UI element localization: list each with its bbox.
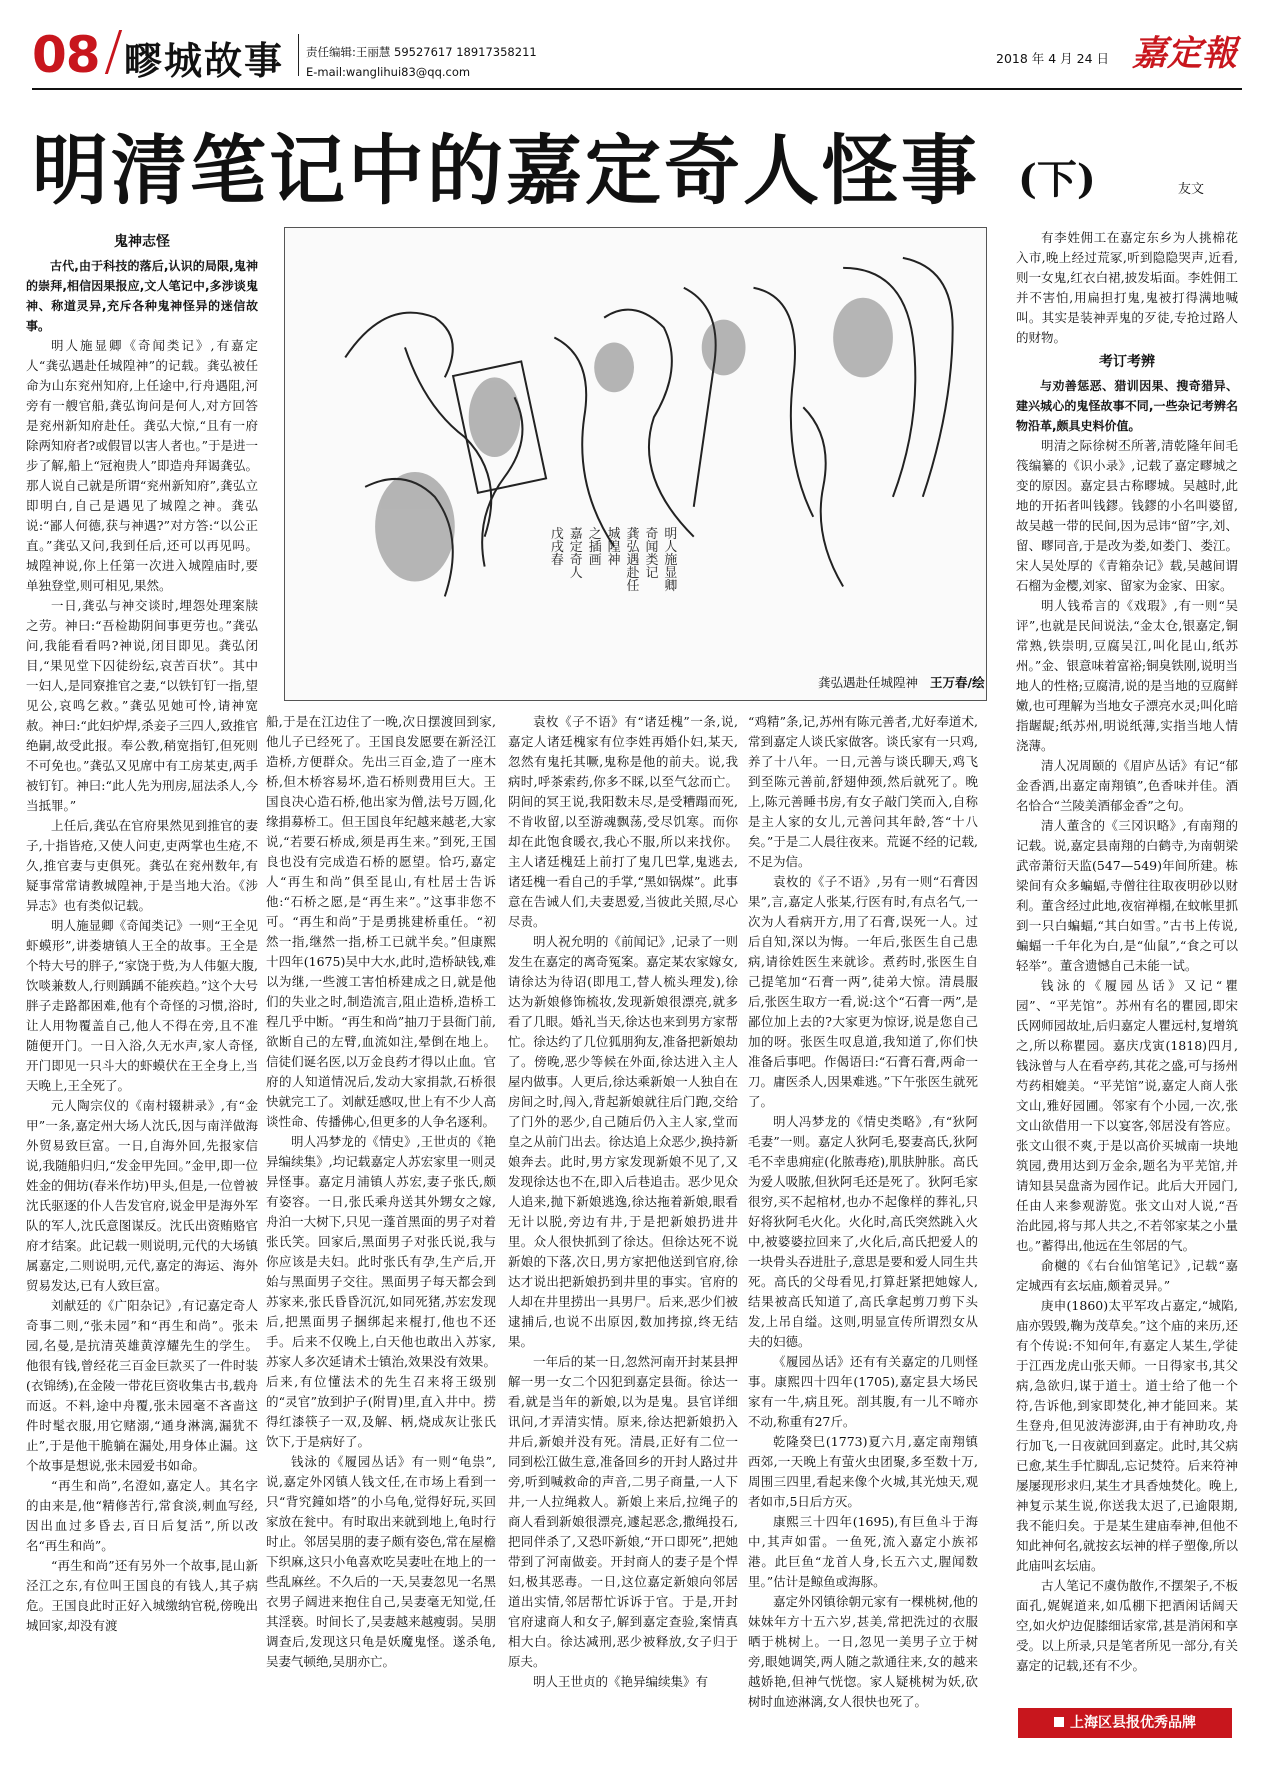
paragraph: 康熙三十四年(1695),有巨鱼斗于海中,其声如雷。一鱼死,流入嘉定小族祁港。此巨鱼“龙首人身,长五六丈,腥闻数里。”估计是鲸鱼或海豚。 — [748, 1514, 978, 1589]
paragraph: 钱泳的《履园丛话》又记“瞿园”、“平芜馆”。苏州有名的瞿园,即宋氏网师园故址,后归嘉定人瞿远村,复增筑之,所以称瞿园。嘉庆戊寅(1818)四月,钱泳曾与人在看亭药,其花之盛,可与扬州芍药相媲美。“平芜馆”说,嘉定人商人张文山,雅好园圃。邻家有个小园,一次,张文山欲借用一下以宴客,邻居没有答应。张文山很不爽,于是以高价买城南一块地筑园,费用达到万金余,题名为平芜馆,并请知县吴盘斋为园作记。此后大开园门,任由人来参观游览。张文山对人说,“吾治此园,将与邦人共之,不若邻家某之小量也。”蓄得出,他远在生邻居的气。 — [1016, 978, 1238, 1253]
paragraph: 船,于是在江边住了一晚,次日摆渡回到家,他儿子已经死了。王国良发愿要在新泾江造桥,方便群众。先出三百金,造了一座木桥,但木桥容易坏,造石桥则费用巨大。王国良决心造石桥,他出家为僧,法号万圆,化缘捐募桥工。但王国良年纪越来越老,大家说,“若要石桥成,须是再生来。”到死,王国良也没有完成造石桥的愿望。恰巧,嘉定人“再生和尚”俱至昆山,有杜居士告诉他:“石桥之愿,是“再生来”。”这事非您不可。“再生和尚”于是勇挑建桥重任。“初然一指,继然一指,桥工已就半矣。”但康熙十四年(1675)吴中大水,此时,造桥缺钱,难以为继,一些渡工害怕桥建成之日,就是他们的失业之时,制造流言,阻止造桥,造桥工程几乎中断。“再生和尚”抽刀于县衙门前,欲断自己的左臂,血流如注,晕倒在地上。信徒们诞名医,以万金良药才得以止血。官府的人知道情况后,发动大家捐款,石桥很快就完工了。刘献廷感叹,世上有不少人高谈性命、传播佛心,但更多的人争名逐利。 — [266, 714, 496, 1129]
paragraph: 庚申(1860)太平军攻占嘉定,“城陷,庙亦毁毁,鞠为茂草矣。”这个庙的来历,还有个传说:不知何年,有嘉定人某生,学徒于江西龙虎山张天师。一日得家书,其父病,急欲归,谋于道士。道士给了他一个符,告诉他,到家即焚化,神才能回来。某生登舟,但见波涛澎湃,由于有神助攻,舟行加飞,一日夜就回到嘉定。此时,其父病已愈,某生手忙脚乱,忘记焚符。后来符神屡屡现形求归,某生才具香烛焚化。晚上,神复示某生说,你送我太迟了,已逾限期,我不能归矣。于是某生建庙奉神,但他不知此神何名,就按玄坛神的样子塑像,所以此庙叫玄坛庙。 — [1016, 1298, 1238, 1573]
paragraph: “再生和尚”,名澄如,嘉定人。其名字的由来是,他“精修苦行,常食淡,刺血写经,因出血过多昏去,百日后复活”,所以改名“再生和尚”。 — [26, 1478, 258, 1553]
section-lead-ghosts: 古代,由于科技的落后,认识的局限,鬼神的崇拜,相信因果报应,文人笔记中,多涉谈鬼神、称道灵异,充斥各种鬼神怪异的迷信故事。 — [26, 259, 258, 333]
paragraph: 明人冯梦龙的《情史》,王世贞的《艳异编续集》,均记载嘉定人苏宏家里一则灵异怪事。嘉定月浦镇人苏宏,妻子张氏,颇有姿容。一日,张氏乘舟送其外甥女之嫁,舟泊一大树下,只见一蓬首黑面的男子对着张氏笑。回家后,黑面男子对张氏说,我与你应该是夫妇。此时张氏有孕,生产后,开始与黑面男子交往。黑面男子每天都会到苏家来,张氏昏昏沉沉,如同死猪,苏宏发现后,把黑面男子捆绑起来棍打,他也不还手。后来不仅晚上,白天他也敢出入苏家,苏家人多次延请术士镇治,效果没有效果。后来,有位懂法术的先生召来将王级别的“灵官”放到护子(附胃)里,直入井中。捞得红漆筷子一双,及解、柄,烧成灰让张氏饮下,于是病好了。 — [266, 1134, 496, 1449]
ink-illustration — [284, 227, 987, 701]
svg-text:嘉定奇人: 嘉定奇人 — [566, 526, 582, 579]
column-5 — [1016, 228, 1238, 1676]
paragraph: 袁枚《子不语》有“诸廷槐”一条,说,嘉定人诸廷槐家有位李姓再婚仆妇,某天,忽然有鬼托其噘,鬼称是他的前夫。说,我病时,呼茶索药,你多不睬,以至气忿而亡。阴间的冥王说,我阳数未尽,是受糟蹋而死,不肯收留,以至游魂飘荡,受尽饥寒。而你却在此饱食暖衣,我心不服,所以来找你。主人诸廷槐廷上前打了鬼几巴掌,鬼逃去,诸廷槐一看自己的手掌,“黑如锅煤”。此事意在告诫人们,夫妻恩爱,当彼此关照,尽心尽责。 — [508, 714, 738, 929]
illustration-caption: 龚弘遇赴任城隍神 — [818, 675, 919, 690]
header-vertical-rule — [298, 34, 299, 76]
svg-text:戊戌春: 戊戌春 — [547, 526, 563, 566]
paragraph: 袁枚的《子不语》,另有一则“石膏因果”,言,嘉定人张某,行医有时,有点名气,一次为人看病开方,用了石膏,误死一人。过后自知,深以为悔。一年后,张医生自己患病,请徐姓医生来就诊。煮药时,张医生自己提笔加“石膏一两”,徒弟大惊。清晨服后,张医生取方一看,说:这个“石膏一两”,是鄙位加上去的?大家更为惊讶,说是您自己加的呀。张医生叹息道,我知道了,你们快准备后事吧。作偈语曰:“石膏石膏,两命一刀。庸医杀人,因果难逃。”下午张医生就死了。 — [748, 874, 978, 1109]
issue-date: 2018 年 4 月 24 日 — [996, 51, 1110, 66]
paragraph: 刘献廷的《广阳杂记》,有记嘉定奇人奇事二则,“张未园”和“再生和尚”。张未园,名曼,是抗清英雄黄淳耀先生的学生。他很有钱,曾经花三百金巨款买了一件时装(衣锦绣),在金陵一带花巨资收集古书,载舟而返。不料,途中舟覆,张未园毫不吝啬这件时髦衣服,用它赌溺,“通身淋漓,漏犹不止”,于是他干脆躺在漏处,用身体止漏。这个故事是想说,张未园爱书如命。 — [26, 1298, 258, 1473]
paragraph: 一日,龚弘与神交谈时,埋怨处理案牍之劳。神曰:“吾检勘阴间事更劳也。”龚弘问,我能看看吗?神说,闭目即见。龚弘闭目,“果见堂下囚徒纷纭,哀苦百状”。其中一妇人,是同寮推官之妻,“以铁钉钉一指,望见公,哀鸣乞救。”龚弘见她可怜,请神宽赦。神曰:“此妇炉焊,杀妾子三四人,致推官绝嗣,故受此报。奉公教,稍宽指钉,但死则不可免也。”龚弘又见席中有工房某吏,两手被钉钉。神曰:“此人先为刑房,屈法杀人,今当抵罪。” — [26, 598, 258, 813]
paragraph: 清人董含的《三冈识略》,有南翔的记载。说,嘉定县南翔的白鹤寺,为南朝梁武帝萧衍天监(547—549)年间所建。栋梁间有众多蝙蝠,寺僧往往取夜明砂以财利。董含经过此地,夜宿禅榻,在蚊帐里抓到一只白蝙蝠,“其白如雪。”古书上传说,蝙蝠一千年化为白,是“仙鼠”,“食之可以轻举”。董含遗憾自己未能一试。 — [1016, 818, 1238, 973]
column-1 — [26, 228, 258, 1636]
header-rule — [32, 88, 1242, 90]
illustration-artist: 王万春/绘 — [930, 675, 985, 690]
award-text: 上海区县报优秀品牌 — [1070, 1715, 1196, 1731]
paragraph: 清人况周颐的《眉庐丛话》有记“郁金香酒,出嘉定南翔镇”,色香味并佳。酒名恰合“兰陵美酒郁金香”之句。 — [1016, 758, 1238, 813]
paragraph: 明人钱希言的《戏瑕》,有一则“吴评”,也就是民间说法,“金太仓,银嘉定,铜常熟,铁崇明,豆腐吴江,叫化昆山,纸苏州。”金、银意味着富裕;铜臭铁刚,说明当地人的性格;豆腐清,说的是当地的豆腐鲜嫩,也可理解为当地女子漂亮水灵;叫化暗指龌龊;纸苏州,明说纸薄,实指当地人情浇薄。 — [1016, 598, 1238, 753]
editor-info — [306, 42, 537, 82]
page-number: 08 — [32, 26, 100, 84]
paragraph: 元人陶宗仪的《南村辍耕录》,有“金甲”一条,嘉定州大场人沈氏,因与南洋做海外贸易致巨富。一日,自海外回,先报家信说,我随船归归,“发金甲先回。”金甲,即一位姓金的佣坊(春米作坊)甲头,但是,一位曾被沈氏驱逐的仆人告发官府,说金甲是海外军队的军人,沈氏意图谋反。沈氏出资贿赂官府才结案。此记载一则说明,元代的大场镇属嘉定,二则说明,元代,嘉定的海运、海外贸易发达,已有人致巨富。 — [26, 1098, 258, 1293]
column-3 — [508, 712, 738, 1692]
section-heading-research: 考订考辨 — [1099, 354, 1155, 370]
illustration-drawing — [285, 228, 986, 700]
svg-text:明人施显卿: 明人施显卿 — [661, 526, 677, 592]
article-title: 明清笔记中的嘉定奇人怪事 — [32, 126, 980, 215]
paragraph: 明人施显卿《奇闻类记》一则“王全见虾蟆形”,讲娄塘镇人王全的故事。王全是个特大号的胖子,“家饶于赀,为人伟躯大腹,饮啖兼数人,行则踽踽不能疾趋。”这个大号胖子走路都困难,他有个奇怪的习惯,浴时,让人用物覆盖自己,他人不得在旁,且不准随便开门。一日入浴,久无水声,家人奇怪,开门即见一只斗大的虾蟆伏在王全身上,当天晚上,王全死了。 — [26, 918, 258, 1093]
svg-text:龚弘遇赴任: 龚弘遇赴任 — [623, 526, 639, 592]
paragraph: 明人施显卿《奇闻类记》,有嘉定人“龚弘遇赴任城隍神”的记载。龚弘被任命为山东兖州知府,上任途中,行舟遇阻,河旁有一艘官船,龚弘询问是何人,对方回答是兖州新知府赴任。龚弘大惊,“且有一府除两知府者?或假冒以害人者也。”于是进一步了解,船上“冠袍贵人”即造舟拜谒龚弘。那人说自己就是所谓“兖州新知府”,龚弘立即明白,自己是遇见了城隍之神。龚弘说:“鄙人何德,获与神遇?”对方答:“以公正直。”龚弘又问,我到任后,还可以再见吗。城隍神说,你上任第一次进入城隍庙时,要单独登堂,则可相见,果然。 — [26, 338, 258, 593]
newspaper-logo: 嘉定報 — [1132, 33, 1238, 74]
square-icon — [1054, 1717, 1064, 1727]
header-divider — [105, 30, 122, 74]
article-author: 友文 — [1178, 182, 1205, 197]
section-lead-research: 与劝善惩恶、猎训因果、搜奇猎异、建兴城心的鬼怪故事不同,一些杂记考辨名物沿革,颇具史料价值。 — [1016, 379, 1238, 433]
paragraph: 嘉定外冈镇徐朝元家有一棵桃树,他的妹妹年方十五六岁,甚美,常把洗过的衣服晒于桃树上。一日,忽见一美男子立于树旁,眼她调笑,两人随之款通往来,女的越来越娇艳,但神气恍惚。家人疑桃树为妖,砍树时血迹淋漓,女人很快也死了。 — [748, 1594, 978, 1709]
paragraph: 明人冯梦龙的《情史类略》,有“狄阿毛妻”一则。嘉定人狄阿毛,娶妻高氏,狄阿毛不幸患痈症(化脓毒疮),肌肤肿胀。高氏为爱人吸脓,但狄阿毛还是死了。狄阿毛家很穷,买不起棺材,也办不起像样的葬礼,只好将狄阿毛火化。火化时,高氏突然跳入火中,被婆婆拉回来了,火化后,高氏把爱人的一块骨头吞进肚子,意思是要和爱人同生共死。高氏的父母看见,打算赶紧把她嫁人,结果被高氏知道了,高氏拿起剪刀剪下头发,上吊自缢。这则,明显宣传所谓烈女从夫的妇德。 — [748, 1114, 978, 1349]
svg-text:奇闻类记: 奇闻类记 — [642, 526, 658, 579]
section-heading-ghosts: 鬼神志怪 — [114, 234, 170, 250]
paragraph: 乾隆癸巳(1773)夏六月,嘉定南翔镇西郊,一天晚上有萤火虫团聚,多至数十万,周围三四里,看起来像个火城,其光烛天,观者如市,5日后方灭。 — [748, 1434, 978, 1509]
svg-text:城隍神: 城隍神 — [604, 526, 620, 566]
column-4 — [748, 712, 978, 1712]
paragraph: 俞樾的《右台仙馆笔记》,记载“嘉定城西有玄坛庙,颇着灵异。” — [1016, 1258, 1238, 1293]
svg-text:之插画: 之插画 — [585, 526, 601, 566]
paragraph: 上任后,龚弘在官府果然见到推官的妻子,十指皆疮,又使人问吏,吏两掌也生疮,不久,推官妻与吏俱死。龚弘在兖州数年,有疑事常常请教城隍神,于是当地大治。《涉异志》也有类似记载。 — [26, 818, 258, 913]
article-title-suffix: (下) — [1018, 156, 1096, 203]
paragraph: 明人王世贞的《艳异编续集》有 — [533, 1674, 709, 1689]
paragraph: 明人祝允明的《前闻记》,记录了一则发生在嘉定的离奇冤案。嘉定某农家嫁女,请徐达为待诏(即甩工,替人梳头理发),徐达为新娘修饰梳妆,发现新娘很漂亮,就多看了几眼。婚礼当天,徐达也来到男方家帮忙。徐达约了几位狐朋狗友,准备把新娘劫了。傍晚,恶少等候在外面,徐达进入主人屋内做事。人更后,徐达乘新娘一人独自在房间之时,闯入,背起新娘就往后门跑,交给了门外的恶少,自己随后仍入主人家,堂而皇之从前门出去。徐达追上众恶少,换持新娘奔去。此时,男方家发现新娘不见了,又发现徐达也不在,即入后巷追击。恶少见众人追来,抛下新娘逃逸,徐达拖着新娘,眼看无计以脱,旁边有井,于是把新娘扔进井里。众人很快抓到了徐达。但徐达死不说新娘的下落,次日,男方家把他送到官府,徐达才说出把新娘扔到井里的事实。官府的人却在井里捞出一具男尸。后来,恶少们被逮捕后,也说不出原因,数加拷掠,终无结果。 — [508, 934, 738, 1349]
award-banner — [1018, 1708, 1232, 1738]
paragraph: 一年后的某一日,忽然河南开封某县押解一男一女二个囚犯到嘉定县衙。徐达一看,就是当年的新娘,以为是鬼。县官详细讯问,才弄清实情。原来,徐达把新娘扔入井后,新娘并没有死。清晨,正好有二位一同到松江做生意,准备回乡的开封人路过井旁,听到喊救命的声音,二男子商量,一人下井,一人拉绳救人。新娘上来后,拉绳子的商人看到新娘很漂亮,遽起恶念,撒绳投石,把同伴杀了,又恐吓新娘,“开口即死”,把她带到了河南做妾。开封商人的妻子是个悍妇,极其恶毒。一日,这位嘉定新娘向邻居道出实情,邻居帮忙诉诉于官。于是,开封官府逮商人和女子,解到嘉定查验,案情真相大白。徐达减刑,恶少被释放,女子归于原夫。 — [508, 1354, 738, 1669]
email-line: E-mail:wanglihui83@qq.com — [306, 65, 471, 79]
editor-line: 责任编辑:王丽慧 59527617 18917358211 — [306, 45, 537, 59]
paragraph: 《履园丛话》还有有关嘉定的几则怪事。康熙四十四年(1705),嘉定县大场民家有一牛,病且死。剖其腹,有一儿不啼亦不动,称重有27斤。 — [748, 1354, 978, 1429]
paragraph: 钱泳的《履园丛话》有一则“龟祟”,说,嘉定外冈镇人钱文任,在市场上看到一只“背究鐘如塔”的小乌龟,觉得好玩,买回家放在瓮中。有时取出来就到地上,龟时行时止。邻居吴朋的妻子颇有姿色,常在屋檐下织麻,这只小龟喜欢吃吴妻吐在地上的一些乱麻丝。不久后的一天,吴妻忽见一名黑衣男子阔进来抱住自己,吴妻毫无知觉,任其淫亵。时间长了,吴妻越来越瘦弱。吴朋调查后,发现这只龟是妖魔鬼怪。遂杀龟,吴妻气顿绝,吴朋亦亡。 — [266, 1454, 496, 1669]
paragraph: 明清之际徐树丕所著,清乾隆年间毛筏编纂的《识小录》,记载了嘉定疁城之变的原因。嘉定县古称疁城。吴越时,此地的开拓者叫钱鏐。钱鏐的小名叫婆留,故吴越一带的民间,因为忌讳“留”字,刘、留、疁同音,于是改为娄,如娄门、娄江。宋人吴处厚的《青箱杂记》载,吴越间谓石榴为金樱,刘家、留家为金家、田家。 — [1016, 438, 1238, 593]
paragraph: 有李姓佣工在嘉定东乡为人挑棉花入市,晚上经过荒冢,听到隐隐哭声,近看,则一女鬼,红衣白裙,披发垢面。李姓佣工并不害怕,用扁担打鬼,鬼被打得满地喊叫。其实是装神弄鬼的歹徒,专抢过路人的财物。 — [1016, 230, 1238, 345]
paragraph: 古人笔记不虞伪散作,不摆架子,不板面孔,娓娓道来,如瓜棚下把酒闲话阔天空,如火炉边促膝细话家常,甚是消闲和享受。以上所录,只是笔者所见一部分,有关嘉定的记载,还有不少。 — [1016, 1578, 1238, 1673]
section-title: 疁城故事 — [124, 38, 285, 83]
paragraph: “鸡精”条,记,苏州有陈元善者,尤好奉道术,常到嘉定人谈氏家做客。谈氏家有一只鸡,养了十八年。一日,元善与谈氏聊天,鸡飞到至陈元善前,舒翅伸颈,然后就死了。晚上,陈元善睡书房,有女子敲门笑而入,自称是主人家的女儿,元善问其年龄,答“十八矣。”于是二人晨往夜来。荒诞不经的记载,不足为信。 — [748, 714, 978, 869]
paragraph: “再生和尚”还有另外一个故事,昆山新泾江之东,有位叫王国良的有钱人,其子病危。王国良此时正好入城缴纳官税,傍晚出城回家,却没有渡 — [26, 1558, 258, 1633]
column-2 — [266, 712, 496, 1672]
